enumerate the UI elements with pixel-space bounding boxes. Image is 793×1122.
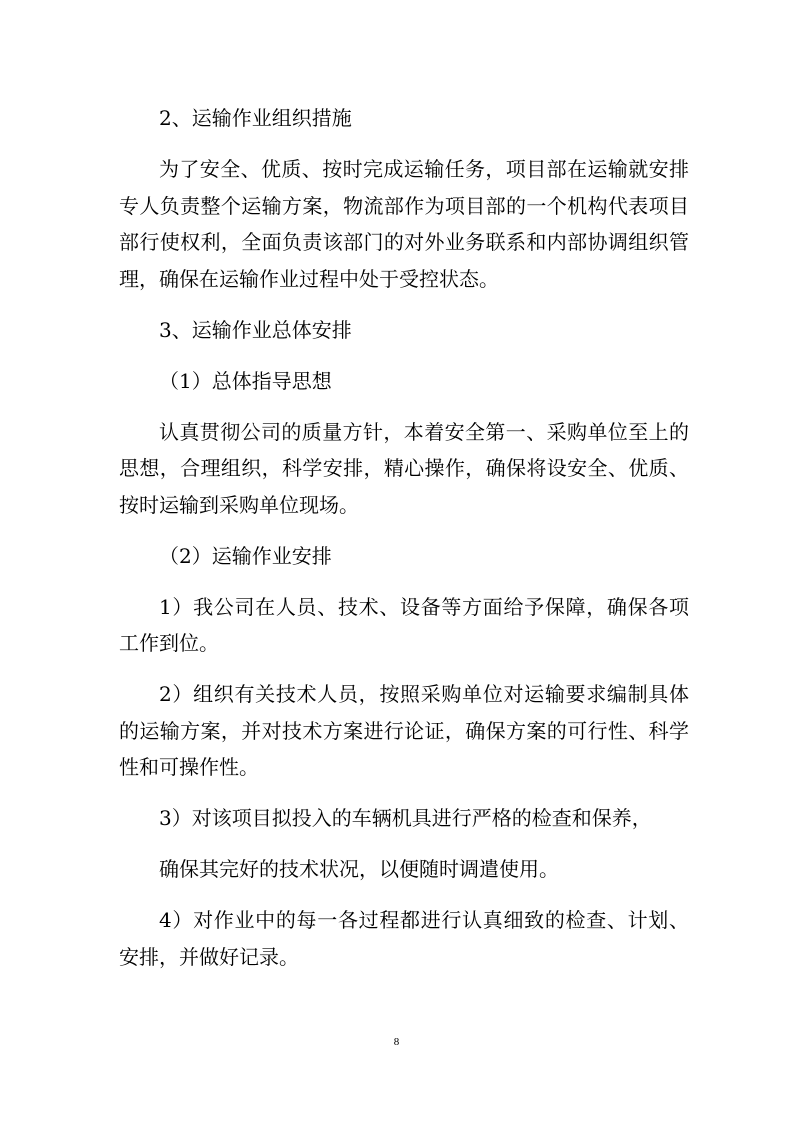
body-text: [119, 100, 689, 990]
paragraph-organization-measures: 为了安全、优质、按时完成运输任务，项目部在运输就安排专人负责整个运输方案，物流部作为项目部的一个机构代表项目部行使权利，全面负责该部门的对外业务联系和内部协调组织管理，确保在运输作业过程中处于受控状态。: [119, 157, 689, 291]
paragraph-guiding-ideas: 认真贯彻公司的质量方针，本着安全第一、采购单位至上的思想，合理组织，科学安排，精心操作，确保将设安全、优质、按时运输到采购单位现场。: [119, 419, 689, 517]
section-heading-transport-organization: 2、运输作业组织措施: [159, 106, 352, 130]
subsection-heading-transport-arrangement: （2）运输作业安排: [159, 543, 332, 568]
list-item-3-continuation: 确保其完好的技术状况，以便随时调遣使用。: [159, 857, 559, 881]
list-item-3: 3）对该项目拟投入的车辆机具进行严格的检查和保养，: [159, 806, 652, 830]
page-number: 8: [393, 1036, 400, 1048]
list-item-4: 4）对作业中的每一各过程都进行认真细致的检查、计划、安排，并做好记录。: [119, 908, 689, 969]
section-heading-overall-arrangement: 3、运输作业总体安排: [159, 317, 352, 342]
list-item-2: 2）组织有关技术人员，按照采购单位对运输要求编制具体的运输方案，并对技术方案进行论证，确保方案的可行性、科学性和可操作性。: [119, 682, 689, 779]
list-item-1: 1）我公司在人员、技术、设备等方面给予保障，确保各项工作到位。: [119, 594, 689, 655]
subsection-heading-guiding-ideas: （1）总体指导思想: [159, 368, 332, 393]
